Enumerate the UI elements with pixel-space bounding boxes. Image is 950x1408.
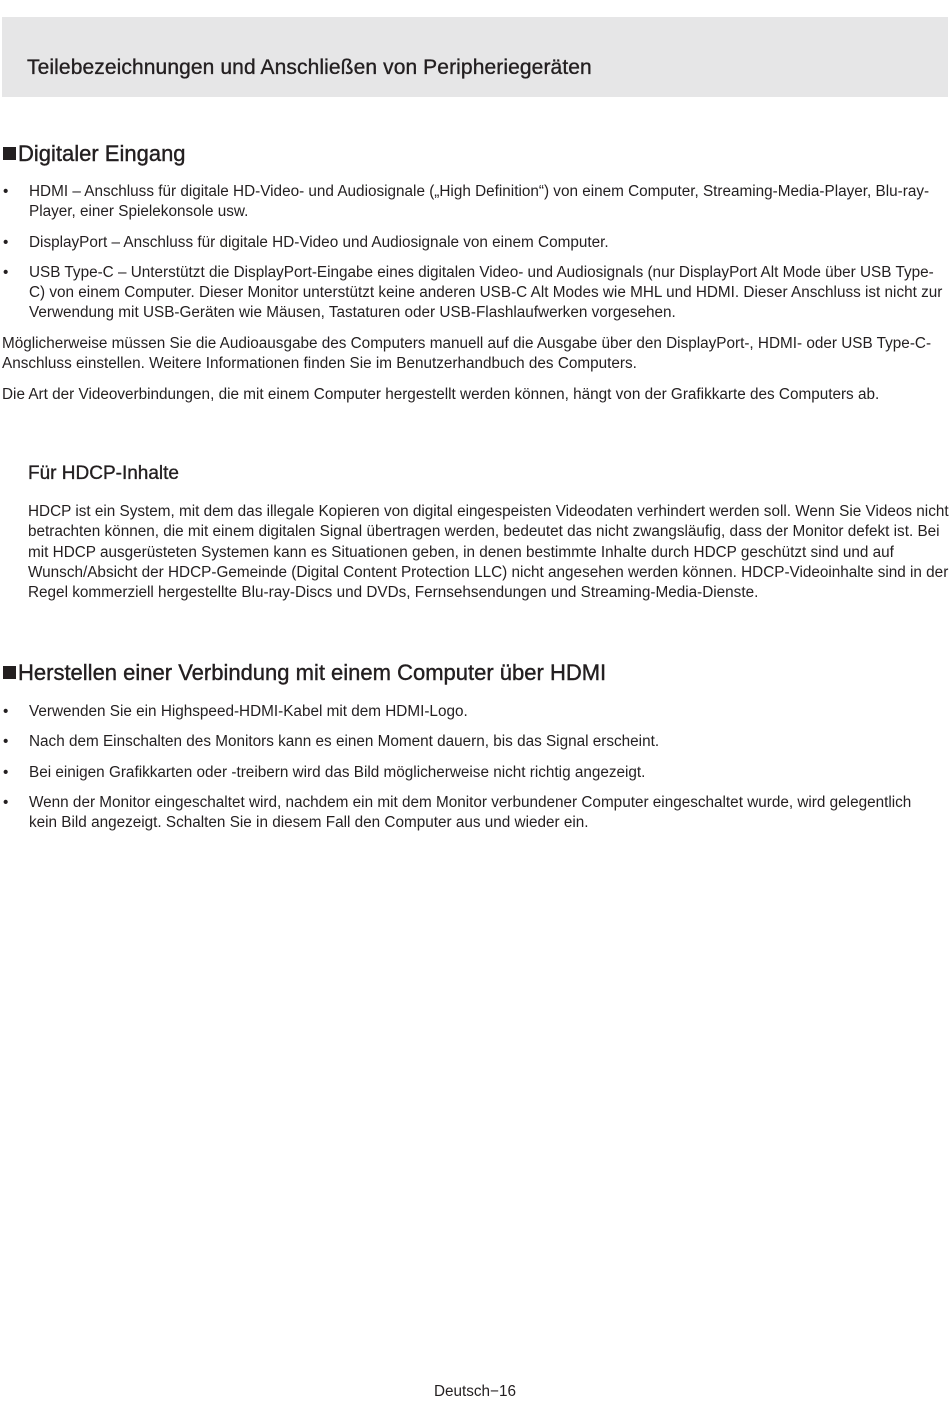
list-item [3, 263, 948, 324]
list-item-text: Wenn der Monitor eingeschaltet wird, nachdem ein mit dem Monitor verbundener Computer eingeschaltet wurde, wird gelegentlich kein Bild angezeigt. Schalten Sie in diesem Fall den Computer aus und wieder ein. [29, 793, 912, 832]
list-item [3, 732, 943, 752]
digital-input-bullet-list [3, 182, 948, 324]
list-item-text: USB Type-C – Unterstützt die DisplayPort-Eingabe eines digitalen Video- und Audiosignals (nur DisplayPort Alt Mode über USB Type-C) von einem Computer. Dieser Monitor unterstützt keine anderen USB-C Alt Modes wie MHL und HDMI. Dieser Anschluss ist nicht zur Verwendung mit USB-Geräten wie Mäusen, Tastaturen oder USB-Flashlaufwerken vorgesehen. [29, 263, 943, 322]
bullet-dot: • [3, 703, 9, 720]
paragraph: Die Art der Videoverbindungen, die mit einem Computer hergestellt werden können, hängt von der Grafikkarte des Computers ab. [2, 385, 880, 403]
list-item-text: HDMI – Anschluss für digitale HD-Video- und Audiosignale („High Definition“) von einem Computer, Streaming-Media-Player, Blu-ray-Player, einer Spielekonsole usw. [29, 183, 930, 221]
list-item-text: DisplayPort – Anschluss für digitale HD-Video und Audiosignale von einem Computer. [29, 233, 609, 251]
section-heading-text: Herstellen einer Verbindung mit einem Computer über HDMI [18, 660, 607, 685]
bullet-dot: • [3, 793, 9, 811]
bullet-dot: • [3, 763, 9, 781]
square-bullet-icon [3, 147, 16, 160]
list-item-text: Verwenden Sie ein Highspeed-HDMI-Kabel mit dem HDMI-Logo. [29, 703, 468, 720]
digital-input-notes [2, 334, 942, 405]
bullet-dot: • [3, 263, 9, 281]
bullet-dot: • [3, 733, 9, 751]
bullet-dot: • [3, 183, 9, 200]
section-heading-text: Digitaler Eingang [18, 141, 186, 166]
list-item-text: Nach dem Einschalten des Monitors kann es einen Moment dauern, bis das Signal erscheint. [29, 733, 660, 751]
bullet-dot: • [3, 233, 9, 251]
list-item [3, 233, 948, 253]
paragraph: HDCP ist ein System, mit dem das illegale Kopieren von digital eingespeisten Videodaten verhindert werden soll. Wenn Sie Videos nicht betrachten können, die mit einem digitalen Signal übertragen werden, bedeutet das nicht zwangsläufig, dass der Monitor defekt ist. Bei mit HDCP ausgerüsteten Systemen kann es Situationen geben, in denen bestimmte Inhalte durch HDCP geschützt sind und auf Wunsch/Absicht der HDCP-Gemeinde (Digital Content Protection LLC) nicht angesehen werden können. HDCP-Videoinhalte sind in der Regel kommerziell hergestellte Blu-ray-Discs und DVDs, Fernsehsendungen und Streaming-Media-Dienste. [28, 503, 949, 602]
page-title: Teilebezeichnungen und Anschließen von Peripheriegeräten [27, 56, 592, 79]
paragraph: Möglicherweise müssen Sie die Audioausgabe des Computers manuell auf die Ausgabe über den DisplayPort-, HDMI- oder USB Type-C-Anschluss einstellen. Weitere Informationen finden Sie im Benutzerhandbuch des Computers. [2, 335, 932, 373]
hdcp-text-block [28, 502, 949, 603]
section-heading-hdmi-connection [3, 660, 606, 686]
list-item [3, 793, 943, 834]
list-item [3, 182, 948, 223]
list-item [3, 763, 943, 783]
section-heading-digital-input [3, 141, 186, 167]
hdmi-connection-bullet-list [3, 702, 943, 833]
list-item-text: Bei einigen Grafikkarten oder -treibern wird das Bild möglicherweise nicht richtig angezeigt. [29, 763, 646, 781]
square-bullet-icon [3, 666, 16, 679]
hdcp-heading: Für HDCP-Inhalte [28, 463, 179, 484]
page-number: Deutsch−16 [433, 1383, 517, 1400]
list-item [3, 702, 943, 722]
